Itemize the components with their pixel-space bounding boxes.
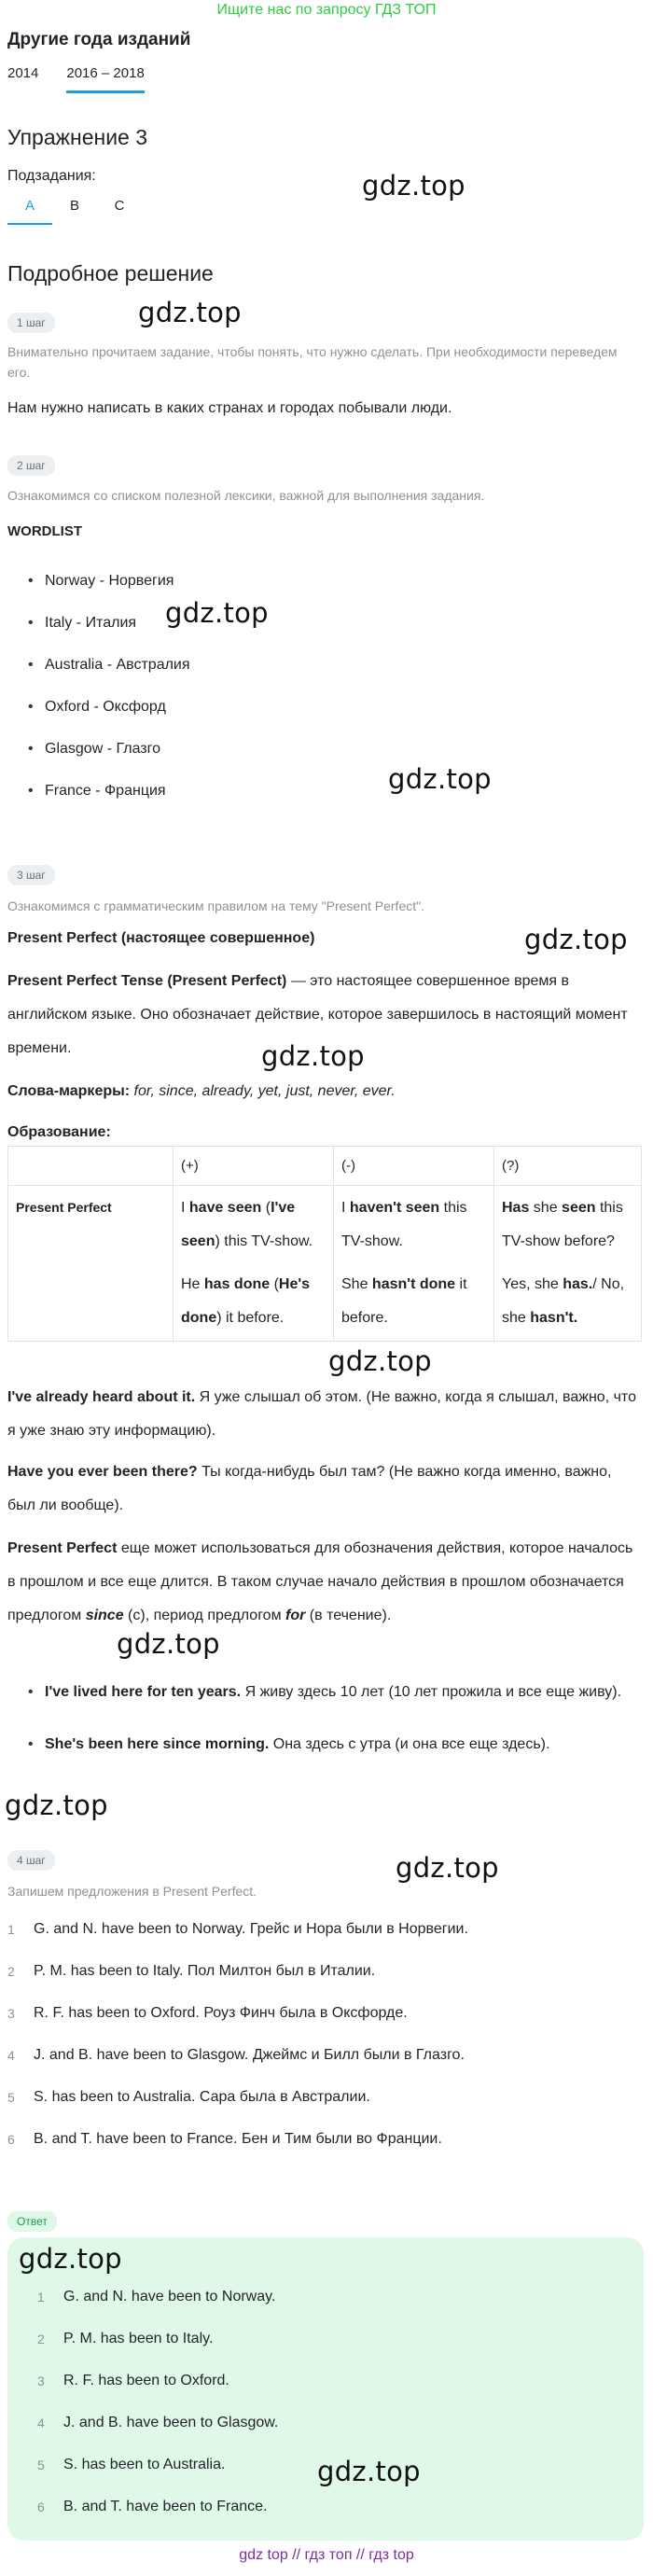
example-1: I've already heard about it. Я уже слышал об этом. (Не важно, когда я слышал, важно, что я уже знаю эту информацию). xyxy=(7,1389,636,1439)
watermark: gdz.top xyxy=(388,763,492,795)
row-label: Present Perfect xyxy=(8,1186,174,1342)
exercise-title: Упражнение 3 xyxy=(7,125,148,149)
list-item: • France - Франция xyxy=(28,770,606,812)
step-note: Внимательно прочитаем задание, чтобы понять, что нужно сделать. При необходимости переведем его. xyxy=(7,344,618,380)
subtasks-label: Подзадания: xyxy=(7,168,96,184)
wordlist-title: WORDLIST xyxy=(7,523,82,539)
table-cell-negative: I haven't seen this TV-show. She hasn't done it before. xyxy=(334,1186,494,1342)
watermark: gdz.top xyxy=(328,1345,432,1377)
watermark: gdz.top xyxy=(138,297,242,328)
grammar-heading: Present Perfect (настоящее совершенное) xyxy=(7,930,315,946)
step-note: Запишем предложения в Present Perfect. xyxy=(7,1884,257,1899)
year-tab-2014[interactable]: 2014 xyxy=(7,65,39,81)
step-badge: 4 шаг xyxy=(7,1850,55,1871)
table-header: (+) xyxy=(174,1147,334,1186)
step-note: Ознакомимся со списком полезной лексики, важной для выполнения задания. xyxy=(7,488,485,503)
definition-text: — это настоящее совершенное время в английском языке. Оно обозначает действие, которое завершилось в настоящий момент времени. xyxy=(7,973,628,1056)
top-search-link[interactable]: Ищите нас по запросу ГДЗ ТОП xyxy=(216,2,437,18)
markers xyxy=(7,1075,642,1108)
list-item: 2 P. M. has been to Italy. xyxy=(37,2331,214,2346)
subtask-tab-a[interactable]: A xyxy=(7,198,52,225)
watermark: gdz.top xyxy=(117,1628,220,1660)
grammar-table xyxy=(7,1146,642,1342)
watermark: gdz.top xyxy=(524,924,628,955)
watermark: gdz.top xyxy=(317,2456,421,2487)
markers-label: Слова-маркеры: xyxy=(7,1083,131,1099)
list-item: 6 B. and T. have been to France. xyxy=(37,2499,268,2514)
list-item: 5 S. has been to Australia. Сара была в Австралии. xyxy=(7,2089,370,2105)
subtask-tab-c[interactable]: C xyxy=(114,198,125,214)
subtask-tabs xyxy=(7,198,142,225)
solution-title: Подробное решение xyxy=(7,261,214,285)
list-item: • Oxford - Оксфорд xyxy=(28,686,606,728)
example-2: Have you ever been there? Ты когда-нибудь был там? (Не важно когда именно, важно, был ли вообще). xyxy=(7,1464,612,1513)
markers-list: for, since, already, yet, just, never, ever. xyxy=(130,1083,396,1099)
table-header xyxy=(8,1147,174,1186)
step-note: Ознакомимся с грамматическим правилом на тему "Present Perfect". xyxy=(7,898,424,913)
usage-examples xyxy=(28,1676,625,1761)
list-item: 5 S. has been to Australia. xyxy=(37,2457,226,2472)
list-item: 6 B. and T. have been to France. Бен и Тим были во Франции. xyxy=(7,2131,442,2147)
table-header: (-) xyxy=(334,1147,494,1186)
subtask-tab-b[interactable]: B xyxy=(69,198,79,214)
list-item: 2 P. M. has been to Italy. Пол Милтон был в Италии. xyxy=(7,1963,376,1979)
table-cell-question: Has she seen this TV-show before? Yes, she has./ No, she hasn't. xyxy=(494,1186,642,1342)
step4-list xyxy=(7,1909,642,2161)
watermark: gdz.top xyxy=(19,2243,122,2275)
footer-links[interactable]: gdz top // гдз топ // гдз top xyxy=(239,2547,414,2563)
watermark: gdz.top xyxy=(362,170,465,202)
watermark: gdz.top xyxy=(396,1852,499,1884)
step-badge: 3 шаг xyxy=(7,865,55,885)
list-item: 3 R. F. has been to Oxford. Роуз Финч была в Оксфорде. xyxy=(7,2005,408,2021)
watermark: gdz.top xyxy=(261,1040,365,1072)
list-item: • Glasgow - Глазго xyxy=(28,728,606,770)
answer-list xyxy=(37,2277,597,2528)
list-item: 4 J. and B. have been to Glasgow. Джеймс и Билл были в Глазго. xyxy=(7,2047,465,2063)
list-item: • Italy - Италия xyxy=(28,602,606,644)
list-item: 1 G. and N. have been to Norway. Грейс и Нора были в Норвегии. xyxy=(7,1921,468,1937)
definition-term: Present Perfect Tense (Present Perfect) xyxy=(7,973,287,989)
table-header: (?) xyxy=(494,1147,642,1186)
list-item: 1 G. and N. have been to Norway. xyxy=(37,2289,276,2304)
watermark: gdz.top xyxy=(165,597,269,629)
list-item: 4 J. and B. have been to Glasgow. xyxy=(37,2415,279,2430)
list-item: • Australia - Австралия xyxy=(28,644,606,686)
list-item: 3 R. F. has been to Oxford. xyxy=(37,2373,229,2388)
watermark: gdz.top xyxy=(5,1789,108,1821)
list-item: • Norway - Норвегия xyxy=(28,560,606,602)
continuous-usage: Present Perfect еще может использоваться для обозначения действия, которое началось в прошлом и все еще длится. В таком случае начало действия в прошлом обозначается предлогом since (с), период предлогом for (в течение). xyxy=(7,1540,633,1623)
list-item: • She's been here since morning. Она здесь с утра (и она все еще здесь). xyxy=(28,1728,625,1761)
table-cell-positive: I have seen (I've seen) this TV-show. He has done (He's done) it before. xyxy=(174,1186,334,1342)
formation-label: Образование: xyxy=(7,1124,111,1140)
list-item: • I've lived here for ten years. Я живу здесь 10 лет (10 лет прожила и все еще живу). xyxy=(28,1676,625,1709)
definition xyxy=(7,965,642,1065)
step-text: Нам нужно написать в каких странах и городах побывали люди. xyxy=(7,400,452,416)
answer-badge: Ответ xyxy=(7,2211,57,2232)
year-tab-2016-2018[interactable]: 2016 – 2018 xyxy=(66,65,144,93)
step-badge: 2 шаг xyxy=(7,455,55,476)
editions-title: Другие года изданий xyxy=(7,30,191,49)
step-badge: 1 шаг xyxy=(7,313,55,333)
wordlist xyxy=(28,560,606,812)
year-tabs xyxy=(7,65,145,93)
